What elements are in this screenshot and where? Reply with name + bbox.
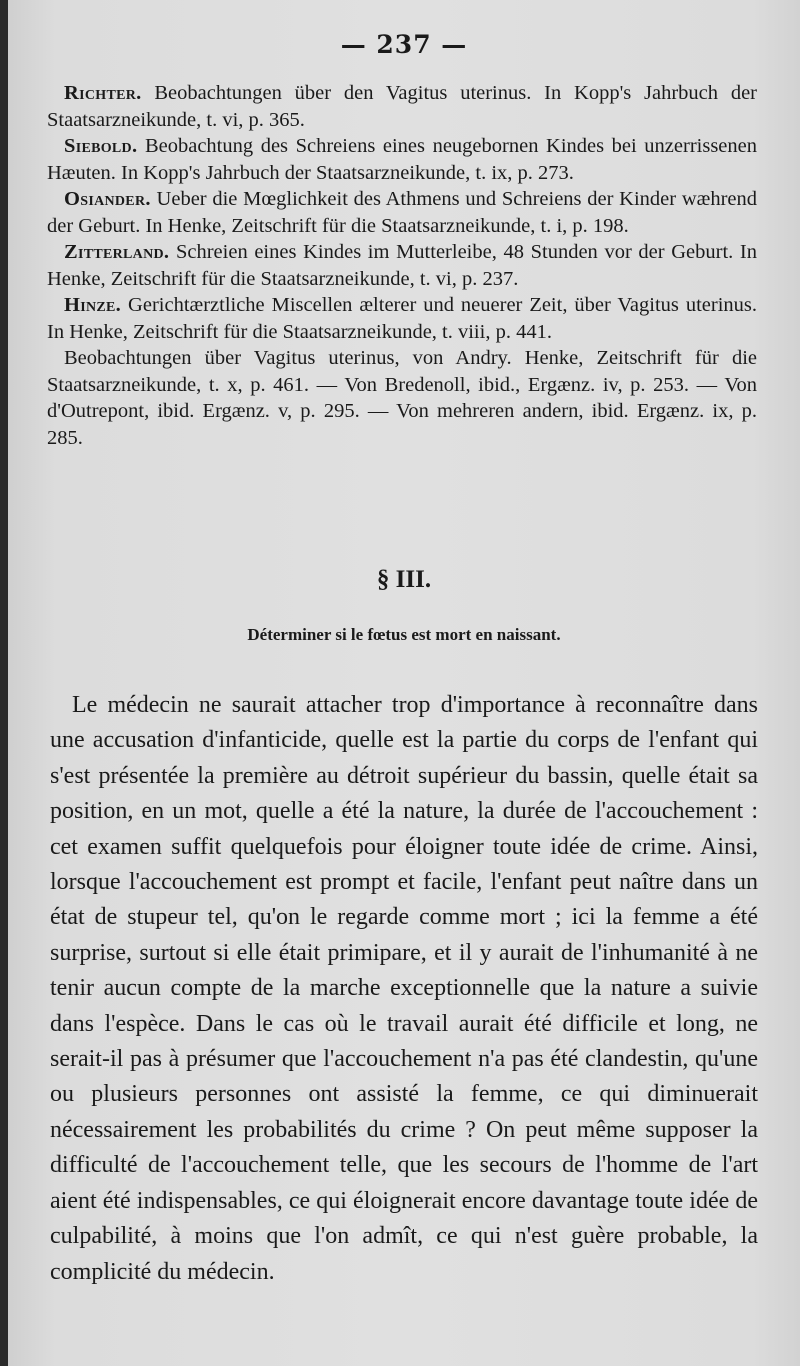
reference-text: Gerichtærztliche Miscellen ælterer und neuerer Zeit, über Vagitus uterinus. In Henke, Zeitschrift für die Staatsarzneikunde, t. viii, p. 441. xyxy=(47,294,757,343)
reference-text: Beobachtungen über Vagitus uterinus, von Andry. Henke, Zeitschrift für die Staatsarzneikunde, t. x, p. 461. — Von Bredenoll, ibid., Ergænz. iv, p. 253. — Von d'Outrepont, ibid. Ergænz. v, p. 295. — Von mehreren andern, ibid. Ergænz. ix, p. 285. xyxy=(47,347,757,449)
book-page xyxy=(8,0,800,1366)
reference-entry xyxy=(47,186,757,239)
reference-entry xyxy=(47,80,757,133)
reference-entry xyxy=(47,345,757,451)
body-paragraph: Le médecin ne saurait attacher trop d'importance à reconnaître dans une accusation d'infanticide, quelle est la partie du corps de l'enfant qui s'est présentée la première au détroit supérieur du bassin, quelle était sa position, en un mot, quelle a été la nature, la durée de l'accouchement : cet examen suffit quelquefois pour éloigner toute idée de crime. Ainsi, lorsque l'accouchement est prompt et facile, l'enfant peut naître dans un état de stupeur tel, qu'on le regarde comme mort ; ici la femme a été surprise, surtout si elle était primipare, et il y aurait de l'inhumanité à ne tenir aucun compte de la marche exceptionnelle que la nature a suivie dans l'espèce. Dans le cas où le travail aurait été difficile et long, ne serait-il pas à présumer que l'accouchement n'a pas été clandestin, qu'une ou plusieurs personnes ont assisté la femme, ce qui diminuerait nécessairement les probabilités du crime ? On peut même supposer la difficulté de l'accouchement telle, que les secours de l'homme de l'art aient été indispensables, ce qui éloignerait encore davantage toute idée de culpabilité, à moins que l'on admît, ce qui n'est guère probable, la complicité du médecin. xyxy=(50,692,758,1285)
reference-author: Siebold. xyxy=(64,135,138,157)
reference-text: Ueber die Mœglichkeit des Athmens und Schreiens der Kinder wæhrend der Geburt. In Henke, Zeitschrift für die Staatsarzneikunde, t. i, p. 198. xyxy=(47,188,757,237)
reference-text: Beobachtung des Schreiens eines neugebornen Kindes bei unzerrissenen Hæuten. In Kopp's Jahrbuch der Staatsarzneikunde, t. ix, p. 273. xyxy=(47,135,757,184)
reference-entry xyxy=(47,292,757,345)
reference-entry xyxy=(47,239,757,292)
reference-list xyxy=(47,80,757,451)
reference-text: Schreien eines Kindes im Mutterleibe, 48 Stunden vor der Geburt. In Henke, Zeitschrift für die Staatsarzneikunde, t. vi, p. 237. xyxy=(47,241,757,290)
reference-entry xyxy=(47,133,757,186)
reference-author: Zitterland. xyxy=(64,241,170,263)
reference-author: Osiander. xyxy=(64,188,151,210)
reference-text: Beobachtungen über den Vagitus uterinus. In Kopp's Jahrbuch der Staatsarzneikunde, t. vi, p. 365. xyxy=(47,82,757,131)
reference-author: Richter. xyxy=(64,82,142,104)
section-subtitle: Déterminer si le fœtus est mort en naissant. xyxy=(247,625,561,644)
section-title: § III. xyxy=(376,566,432,593)
page-number: — 237 — xyxy=(340,30,468,59)
reference-author: Hinze. xyxy=(64,294,122,316)
